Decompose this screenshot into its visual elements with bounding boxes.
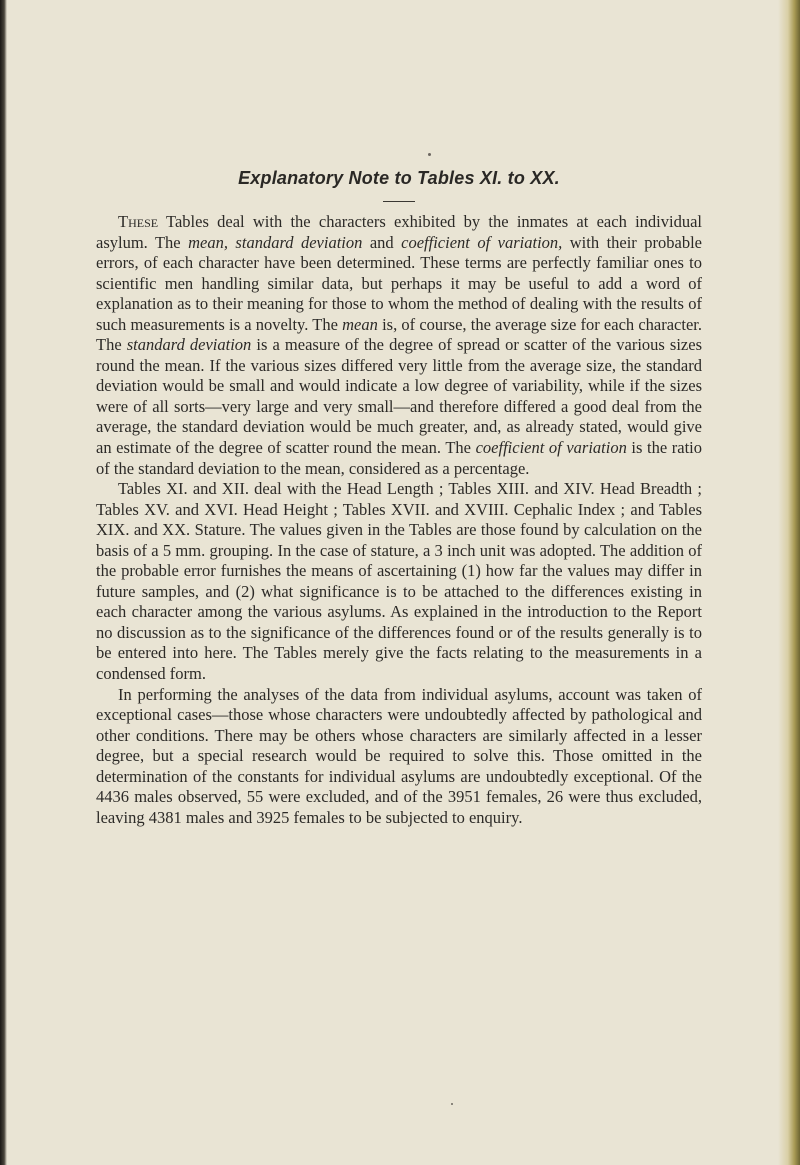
page-edge — [778, 0, 800, 1165]
term-coefficient-of-variation: coefficient of variation — [475, 438, 627, 458]
term-mean-standard-deviation: mean, standard deviation — [188, 232, 363, 252]
text-run: is a measure of the degree of spread or scatter of the various sizes round the mean. If the various sizes differed very little from the average size, the standard deviation would be small and would indicate a low degree of variability, while if the sizes were of all sorts—very large and very small—and therefore differed a good deal from the average, the standard deviation would be much greater, and, as already stated, would give an estimate of the degree of scatter round the mean. The — [96, 335, 702, 458]
text-run: is the ratio of the standard deviation to the mean, considered as a percentage. — [96, 438, 703, 478]
page-title: Explanatory Note to Tables XI. to XX. — [238, 168, 560, 188]
text-run: Tables deal with the characters exhibited by the inmates at each individual asylum. The — [96, 212, 702, 252]
text-run: with their probable errors, of each character have been determined. These terms are perfectly familiar ones to scientific men handling similar data, but perhaps it may be useful to add a word of explanation as to their meaning for those to whom the method of dealing with the results of such measurements is a novelty. The — [96, 232, 703, 334]
text-run: and — [362, 232, 402, 252]
paragraph-analyses: In performing the analyses of the data from individual asylums, account was taken of exceptional cases—those whose characters were undoubtedly affected by pathological and other conditions. There may be others whose characters are similarly affected in a lesser degree, but a special research would be required to solve this. Those omitted in the determination of the constants for individual asylums are undoubtedly exceptional. Of the 4436 males observed, 55 were excluded, and of the 3951 females, 26 were thus excluded, leaving 4381 males and 3925 females to be subjected to enquiry. — [96, 684, 702, 827]
page-binding-shadow — [0, 0, 7, 1165]
ink-speck — [451, 1103, 453, 1105]
paragraph-definitions — [96, 212, 702, 479]
title-rule — [383, 201, 415, 202]
ink-speck — [428, 153, 431, 156]
term-coefficient-of-variation: coefficient of variation, — [401, 232, 563, 252]
paragraph-tables: Tables XI. and XII. deal with the Head Length ; Tables XIII. and XIV. Head Breadth ; Tables XV. and XVI. Head Height ; Tables XVII. and XVIII. Cephalic Index ; and Tables XIX. and XX. Stature. The values given in the Tables are those found by calculation on the basis of a 5 mm. grouping. In the case of stature, a 3 inch unit was adopted. The addition of the probable error furnishes the means of ascertaining (1) how far the values may differ in future samples, and (2) what significance is to be attached to the differences existing in each character among the various asylums. As explained in the introduction to the Report no discussion as to the significance of the differences found or of the results generally is to be entered into here. The Tables merely give the facts relating to the measurements in a condensed form. — [96, 479, 702, 684]
document-page — [96, 168, 702, 828]
term-standard-deviation: standard deviation — [126, 335, 252, 355]
lead-word: These — [118, 212, 159, 231]
text-run: is, of course, the average size for each character. The — [96, 314, 703, 355]
term-mean: mean — [342, 314, 378, 334]
